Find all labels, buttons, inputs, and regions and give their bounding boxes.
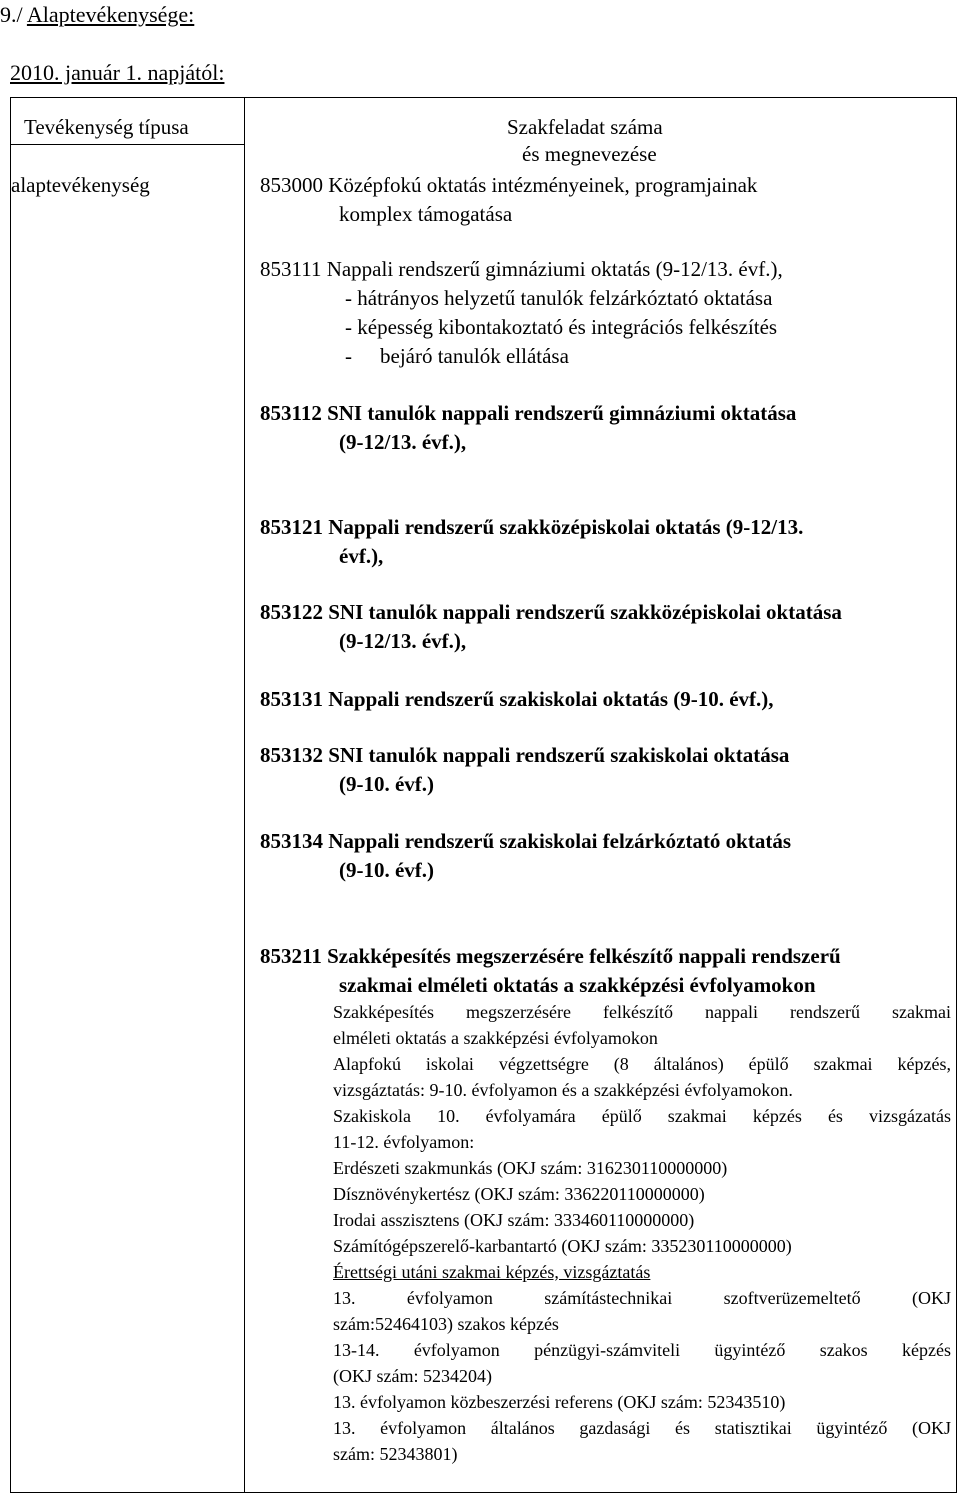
detail-line-15: (OKJ szám: 5234204) <box>333 1366 492 1386</box>
column-divider <box>244 98 245 1492</box>
entry-853111-line1: 853111 Nappali rendszerű gimnáziumi oktatás (9-12/13. évf.), <box>260 257 783 281</box>
entry-853112-line2: (9-12/13. évf.), <box>339 430 467 454</box>
entry-853211-line1: 853211 Szakképesítés megszerzésére felkészítő nappali rendszerű <box>260 944 841 968</box>
entry-853131-line1: 853131 Nappali rendszerű szakiskolai oktatás (9-10. évf.), <box>260 687 774 711</box>
entry-853121-line2: évf.), <box>339 544 384 568</box>
detail-line-17: 13. évfolyamon általános gazdasági és statisztikai ügyintéző (OKJ <box>333 1418 951 1438</box>
detail-line-3: Alapfokú iskolai végzettségre (8 általános) épülő szakmai képzés, <box>333 1054 951 1074</box>
entry-853111-bullet1: - hátrányos helyzetű tanulók felzárkóztató oktatása <box>345 286 773 310</box>
detail-line-5: Szakiskola 10. évfolyamára épülő szakmai képzés és vizsgázatás <box>333 1106 951 1126</box>
detail-line-4: vizsgáztatás: 9-10. évfolyamon és a szakképzési évfolyamokon. <box>333 1080 793 1100</box>
section-number: 9./ <box>0 2 27 27</box>
entry-853132-line2: (9-10. évf.) <box>339 772 435 796</box>
effective-date: 2010. január 1. napjától: <box>10 60 225 85</box>
entry-853111-bullet2: - képesség kibontakoztató és integrációs felkészítés <box>345 315 778 339</box>
entry-853121-line1: 853121 Nappali rendszerű szakközépiskolai oktatás (9-12/13. <box>260 515 804 539</box>
entry-853000-line2: komplex támogatása <box>339 202 513 226</box>
entry-853132-line1: 853132 SNI tanulók nappali rendszerű szakiskolai oktatása <box>260 743 790 767</box>
section-title: Alaptevékenysége: <box>26 2 195 27</box>
row-type: alaptevékenység <box>11 173 150 197</box>
entry-853122-line1: 853122 SNI tanulók nappali rendszerű szakközépiskolai oktatása <box>260 600 842 624</box>
activity-table <box>10 97 957 1493</box>
detail-line-7: Erdészeti szakmunkás (OKJ szám: 316230110000000) <box>333 1158 728 1178</box>
detail-line-11: Érettségi utáni szakmai képzés, vizsgáztatás <box>333 1262 651 1282</box>
col2-header-line1: Szakfeladat száma <box>507 115 663 139</box>
entry-853111-bullet3-dash: - <box>345 344 352 368</box>
detail-line-16: 13. évfolyamon közbeszerzési referens (OKJ szám: 52343510) <box>333 1392 786 1412</box>
col1-header: Tevékenység típusa <box>24 115 189 139</box>
entry-853134-line2: (9-10. évf.) <box>339 858 435 882</box>
detail-line-2: elméleti oktatás a szakképzési évfolyamokon <box>333 1028 658 1048</box>
detail-line-10: Számítógépszerelő-karbantartó (OKJ szám: 335230110000000) <box>333 1236 792 1256</box>
entry-853211-line2: szakmai elméleti oktatás a szakképzési évfolyamokon <box>339 973 816 997</box>
entry-853111-bullet3: bejáró tanulók ellátása <box>380 344 569 368</box>
header-divider <box>11 144 244 145</box>
detail-line-18: szám: 52343801) <box>333 1444 458 1464</box>
detail-line-6: 11-12. évfolyamon: <box>333 1132 475 1152</box>
entry-853134-line1: 853134 Nappali rendszerű szakiskolai felzárkóztató oktatás <box>260 829 792 853</box>
col2-header-line2: és megnevezése <box>522 142 657 166</box>
detail-line-12: 13. évfolyamon számítástechnikai szoftverüzemeltető (OKJ <box>333 1288 951 1308</box>
detail-line-9: Irodai asszisztens (OKJ szám: 333460110000000) <box>333 1210 695 1230</box>
detail-line-8: Dísznövénykertész (OKJ szám: 336220110000000) <box>333 1184 705 1204</box>
detail-line-1: Szakképesítés megszerzésére felkészítő nappali rendszerű szakmai <box>333 1002 951 1022</box>
entry-853112-line1: 853112 SNI tanulók nappali rendszerű gimnáziumi oktatása <box>260 401 797 425</box>
detail-line-14: 13-14. évfolyamon pénzügyi-számviteli ügyintéző szakos képzés <box>333 1340 951 1360</box>
entry-853000-line1: 853000 Középfokú oktatás intézményeinek, programjainak <box>260 173 758 197</box>
section-number-heading <box>0 2 194 28</box>
entry-853122-line2: (9-12/13. évf.), <box>339 629 467 653</box>
detail-line-13: szám:52464103) szakos képzés <box>333 1314 559 1334</box>
